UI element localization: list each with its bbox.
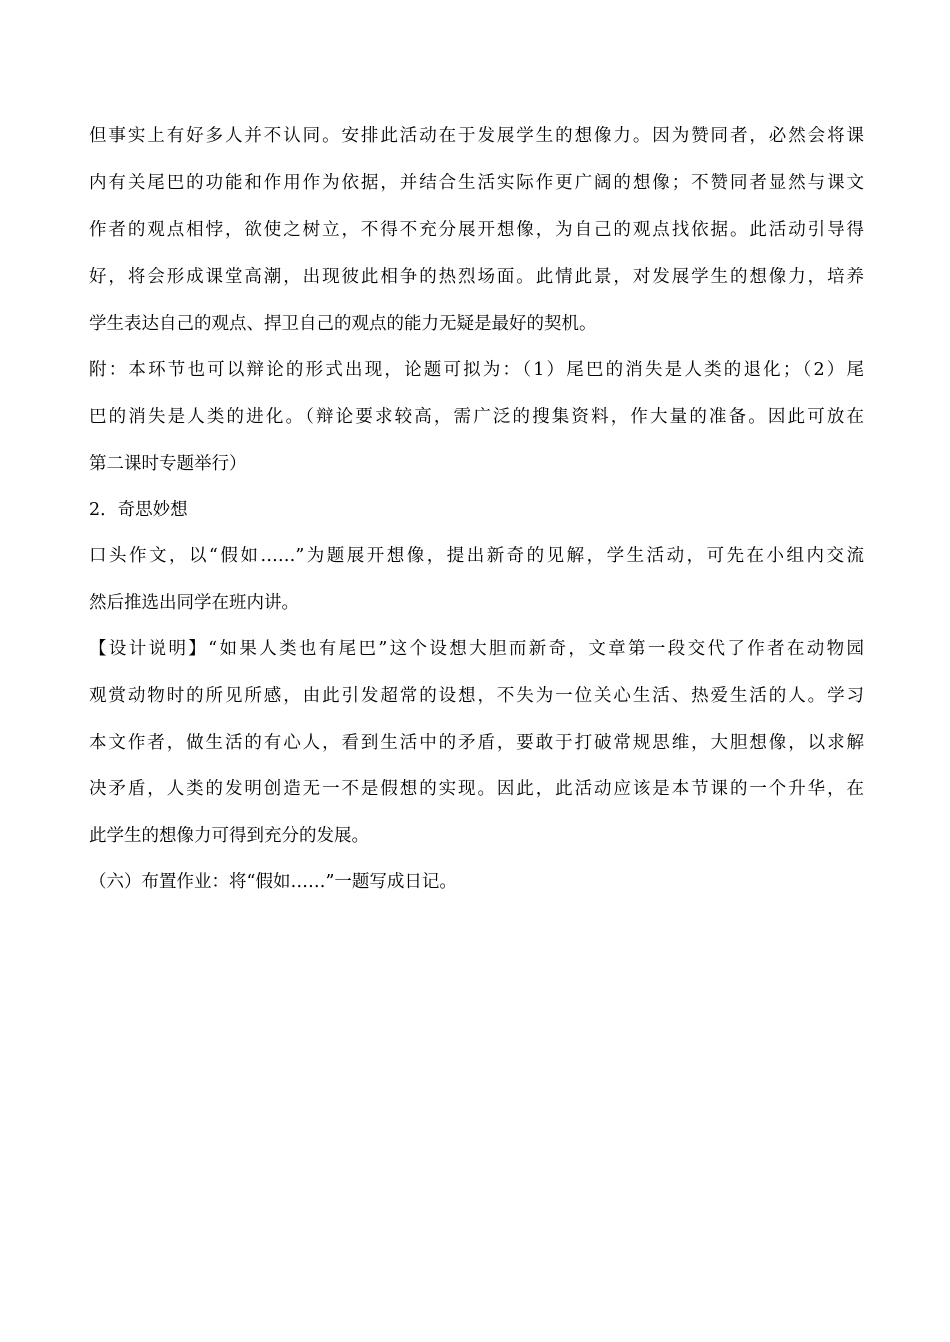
text-line: 然后推选出同学在班内讲。 — [89, 593, 299, 613]
text-line: 巴的消失是人类的进化。（辩论要求较高，需广泛的搜集资料，作大量的准备。因此可放在 — [89, 407, 864, 427]
text-line: 好，将会形成课堂高潮，出现彼此相争的热烈场面。此情此景，对发展学生的想像力，培养 — [89, 267, 864, 287]
homework-line: （六）布置作业：将“假如……”一题写成日记。 — [89, 872, 457, 892]
text-line: 附：本环节也可以辩论的形式出现，论题可拟为：（1）尾巴的消失是人类的退化；（2）尾 — [89, 360, 864, 380]
text-line: 学生表达自己的观点、捍卫自己的观点的能力无疑是最好的契机。 — [89, 314, 597, 334]
text-line: 【设计说明】“如果人类也有尾巴”这个设想大胆而新奇，文章第一段交代了作者在动物园 — [89, 639, 864, 659]
text-line: 决矛盾，人类的发明创造无一不是假想的实现。因此，此活动应该是本节课的一个升华，在 — [89, 779, 864, 799]
text-line: 此学生的想像力可得到充分的发展。 — [89, 826, 369, 846]
text-line: 但事实上有好多人并不认同。安排此活动在于发展学生的想像力。因为赞同者，必然会将课 — [89, 126, 864, 146]
section-heading: 2．奇思妙想 — [89, 500, 188, 520]
text-line: 本文作者，做生活的有心人，看到生活中的矛盾，要敢于打破常规思维，大胆想像，以求解 — [89, 733, 864, 753]
text-line: 口头作文，以“假如……”为题展开想像，提出新奇的见解，学生活动，可先在小组内交流 — [89, 546, 864, 566]
text-line: 内有关尾巴的功能和作用作为依据，并结合生活实际作更广阔的想像；不赞同者显然与课文 — [89, 173, 864, 193]
text-line: 作者的观点相悖，欲使之树立，不得不充分展开想像，为自己的观点找依据。此活动引导得 — [89, 220, 864, 240]
text-line: 观赏动物时的所见所感，由此引发超常的设想，不失为一位关心生活、热爱生活的人。学习 — [89, 686, 864, 706]
text-line: 第二课时专题举行） — [89, 454, 247, 474]
